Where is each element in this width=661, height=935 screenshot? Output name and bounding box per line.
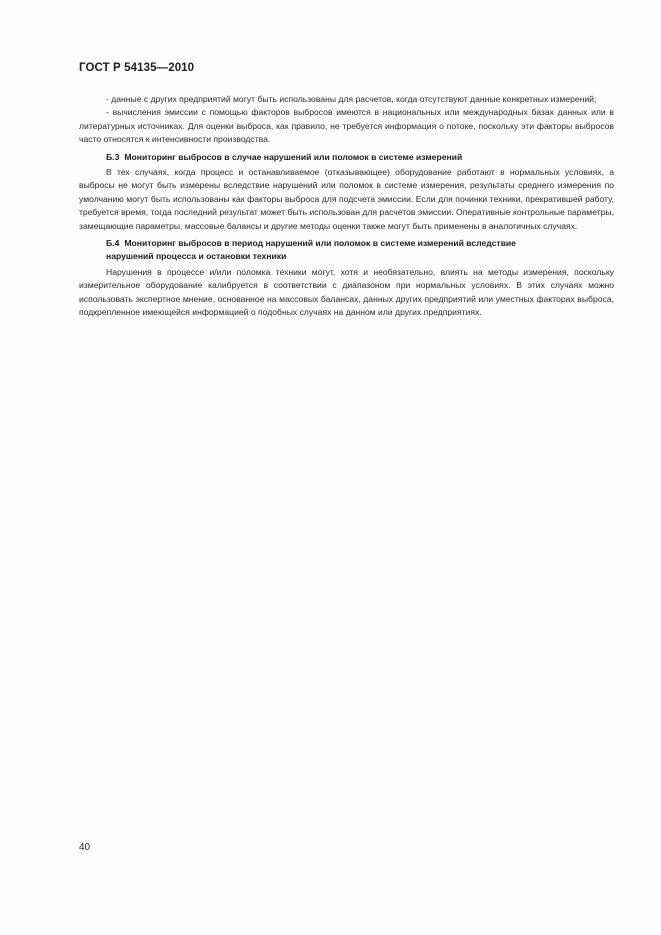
- section-b3-number: Б.3: [106, 151, 120, 162]
- section-b4-title-line2: нарушений процесса и остановки техники: [106, 251, 287, 262]
- paragraph-b4-body: Нарушения в процессе и/или поломка техники могут, хотя и необязательно, влиять на методы измерения, поскольку измерительное оборудование калибруется в соответствии с диапазоном при нормальных условиях. В этих случаях можно использовать экспертное мнение, основанное на массовых балансах, данных других предприятий или уместных факторах выброса, подкрепленное имеющейся информацией о подобных случаях на данном или других предприятиях.: [79, 266, 614, 318]
- paragraph-emission-factors: - вычисления эмиссии с помощью факторов выбросов имеются в национальных или международных базах данных или в литературных источниках. Для оценки выброса, как правило, не требуется информация о потоке, поскольку эти факторы выбросов часто относятся к интенсивности производства.: [79, 107, 614, 145]
- section-b3-heading: [79, 151, 614, 164]
- section-b4-number: Б.4: [106, 238, 120, 249]
- section-b4-heading: [79, 237, 614, 264]
- section-b3-title: Мониторинг выбросов в случае нарушений или поломок в системе измерений: [124, 151, 463, 162]
- document-body: [79, 93, 614, 320]
- section-b4-title-line1: Мониторинг выбросов в период нарушений или поломок в системе измерений вследствие: [124, 238, 516, 249]
- standard-designation: ГОСТ Р 54135—2010: [79, 62, 195, 74]
- paragraph-b3-body: В тех случаях, когда процесс и останавливаемое (отказывающее) оборудование работают в нормальных условиях, а выбросы не могут быть измерены вследствие нарушений или поломок в системе измерения, результаты среднего измерения по умолчанию могут быть использованы как факторы выброса для подсчета эмиссии. Если для починки техники, прекратившей работу, требуется время, тогда последний результат может быть использован для расчетов эмиссии. Оперативные контрольные параметры, замещающие параметры, массовые балансы и другие методы оценки также могут быть применены в аналогичных случаях.: [79, 167, 614, 231]
- paragraph-other-enterprises: - данные с других предприятий могут быть использованы для расчетов, когда отсутствуют данные конкретных измерений;: [106, 94, 597, 104]
- page-number: 40: [79, 842, 91, 853]
